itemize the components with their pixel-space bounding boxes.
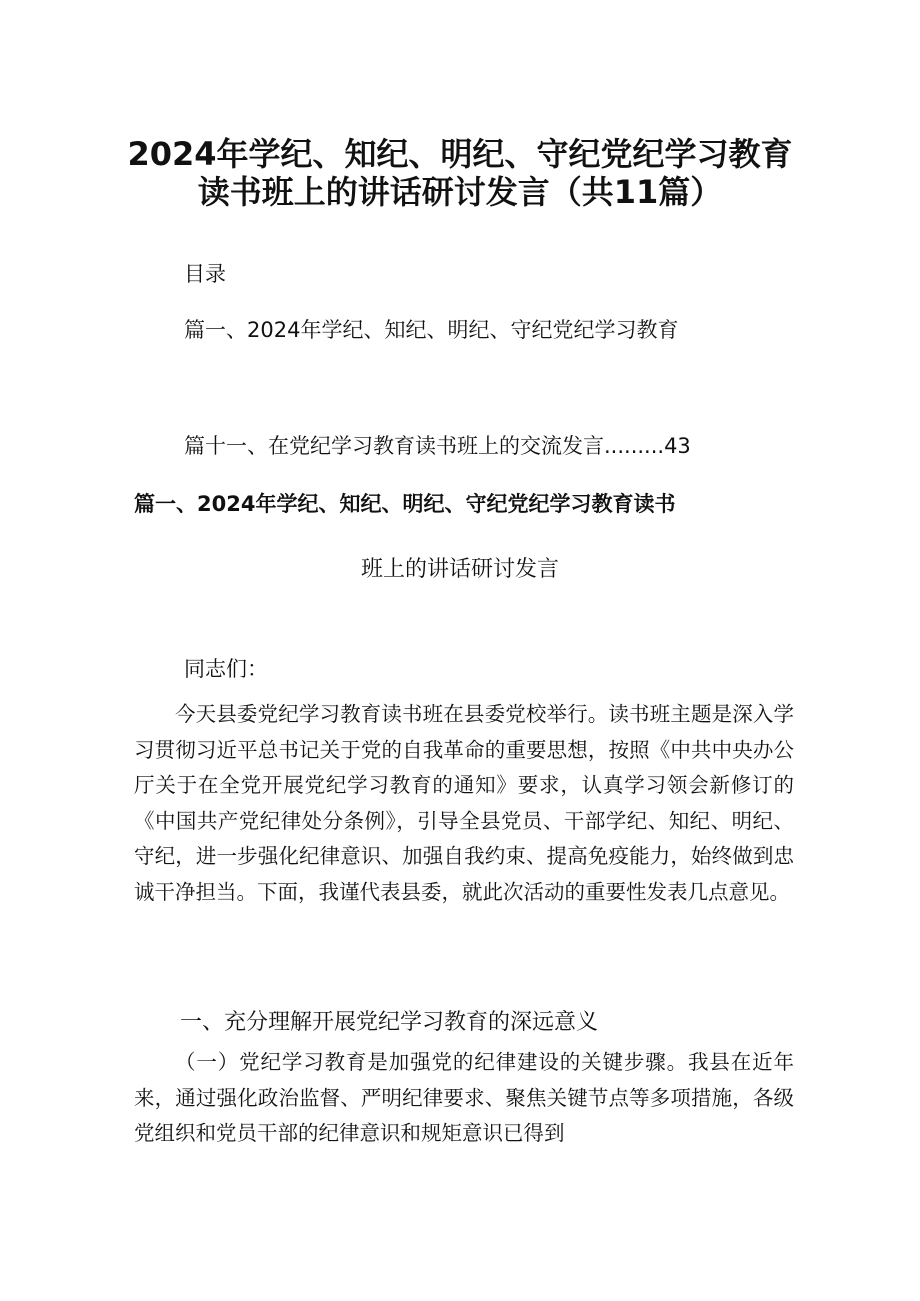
heading-one: 一、充分理解开展党纪学习教育的深远意义 (180, 1010, 599, 1035)
salutation: 同志们： (184, 657, 268, 681)
document-title-line2: 读书班上的讲话研讨发言（共11篇） (197, 173, 723, 211)
paragraph-one: （一）党纪学习教育是加强党的纪律建设的关键步骤。我县在近年来，通过强化政治监督、严明纪律要求、聚焦关键节点等多项措施，各级党组织和党员干部的纪律意识和规矩意识已得到 (134, 1050, 794, 1145)
toc-item-1: 篇一、2024年学纪、知纪、明纪、守纪党纪学习教育 (184, 318, 679, 342)
document-title-line1: 2024年学纪、知纪、明纪、守纪党纪学习教育 (127, 135, 793, 173)
paragraph-intro: 今天县委党纪学习教育读书班在县委党校举行。读书班主题是深入学习贯彻习近平总书记关于党的自我革命的重要思想，按照《中共中央办公厅关于在全党开展党纪学习教育的通知》要求，认真学习领会新修订的《中国共产党纪律处分条例》，引导全县党员、干部学纪、知纪、明纪、守纪，进一步强化纪律意识、加强自我约束、提高免疫能力，始终做到忠诚干净担当。下面，我谨代表县委，就此次活动的重要性发表几点意见。 (134, 702, 794, 904)
section-title-line2: 班上的讲话研讨发言 (360, 557, 559, 582)
toc-item-11: 篇十一、在党纪学习教育读书班上的交流发言.........43 (184, 434, 691, 458)
toc-label: 目录 (184, 262, 226, 286)
section-title-line1: 篇一、2024年学纪、知纪、明纪、守纪党纪学习教育读书 (134, 492, 676, 516)
